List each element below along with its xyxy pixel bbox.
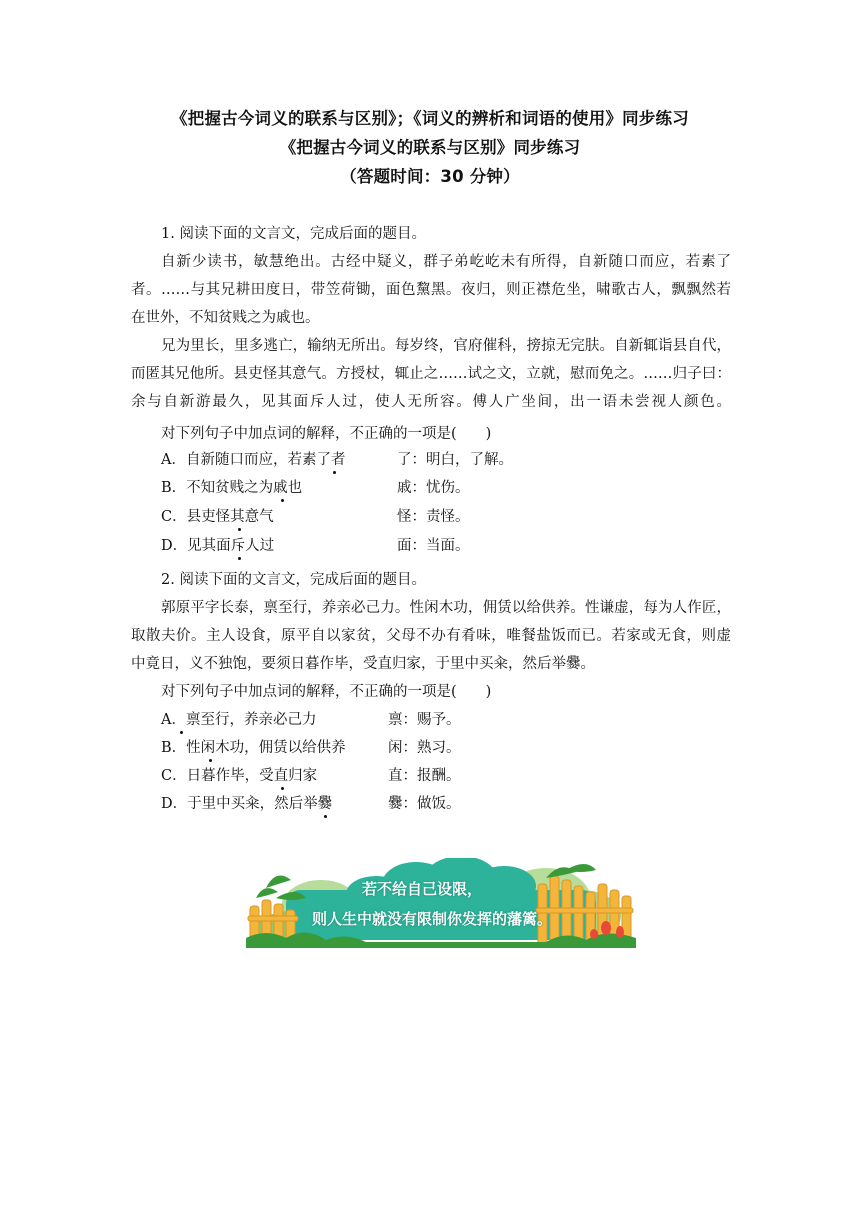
q2-option-d: D．于里中买籴，然后举爨 [161,796,333,812]
q1-passage-line: 余与自新游最久，见其面斥人过，使人无所容。傅人广坐间，出一语未尝视人颜色。 [131,394,731,410]
motto-line-2: 则人生中就没有限制你发挥的藩篱。 [312,910,553,928]
q1-option-d-answer: 面：当面。 [397,538,470,554]
q1-question: 对下列句子中加点词的解释，不正确的一项是( ) [161,426,492,442]
emphasis-dot [209,759,212,762]
emphasis-dot [281,499,284,502]
q2-option-d-answer: 爨：做饭。 [388,796,461,812]
q2-passage-line: 郭原平字长泰，禀至行，养亲必己力。性闲木功，佣赁以给供养。性谦虚，每为人作匠， [161,600,731,616]
emphasis-dot [238,557,241,560]
title-line-2: 《把握古今词义的联系与区别》同步练习 [279,138,581,157]
emphasis-dot [238,528,241,531]
q1-prompt: 1. 阅读下面的文言文，完成后面的题目。 [161,226,426,242]
q2-prompt: 2. 阅读下面的文言文，完成后面的题目。 [161,572,426,588]
emphasis-dot [333,471,336,474]
q1-option-a-answer: 了：明白，了解。 [397,452,513,468]
q1-passage-line: 兄为里长，里多逃亡，输纳无所出。每岁终，官府催科，搒掠无完肤。自新辄诣县自代， [161,338,731,354]
q2-passage-line: 中竟日，义不独饱，要须日暮作毕，受直归家，于里中买籴，然后举爨。 [131,656,595,672]
title-line-3: （答题时间：30 分钟） [340,167,520,186]
q1-passage-line: 在世外，不知贫贱之为戚也。 [131,310,320,326]
motto-banner-art [246,858,636,948]
emphasis-dot [324,815,327,818]
q2-option-b-answer: 闲：熟习。 [388,740,461,756]
q1-option-a: A．自新随口而应，若素了者 [161,452,346,468]
q2-option-c-answer: 直：报酬。 [388,768,461,784]
motto-line-1: 若不给自己设限， [362,880,483,898]
q1-passage-line: 者。……与其兄耕田度日，带笠荷锄，面色黧黑。夜归，则正襟危坐，啸歌古人，飘飘然若 [131,282,731,298]
q2-option-a: A．禀至行，养亲必己力 [161,712,317,728]
motto-banner [246,858,636,948]
q2-passage-line: 取散夫价。主人设食，原平自以家贫，父母不办有肴味，唯餐盐饭而已。若家或无食，则虚 [131,628,731,644]
q1-option-b: B．不知贫贱之为戚也 [161,480,303,496]
q2-question: 对下列句子中加点词的解释，不正确的一项是( ) [161,684,492,700]
q1-option-c-answer: 怪：责怪。 [397,509,470,525]
q1-passage-line: 自新少读书，敏慧绝出。古经中疑义，群子弟屹屹未有所得，自新随口而应，若素了 [161,254,731,270]
q2-option-c: C．日暮作毕，受直归家 [161,768,318,784]
q1-passage-line: 而匿其兄他所。县吏怪其意气。方授杖，辄止之……试之文，立就，慰而免之。……归子曰： [131,366,731,382]
q2-option-b: B．性闲木功，佣赁以给供养 [161,740,346,756]
q1-option-d: D．见其面斥人过 [161,538,275,554]
q1-option-b-answer: 戚：忧伤。 [397,480,470,496]
q2-option-a-answer: 禀：赐予。 [388,712,461,728]
emphasis-dot [180,731,183,734]
emphasis-dot [281,787,284,790]
title-line-1: 《把握古今词义的联系与区别》；《词义的辨析和词语的使用》同步练习 [171,109,689,128]
q1-option-c: C．县吏怪其意气 [161,509,274,525]
